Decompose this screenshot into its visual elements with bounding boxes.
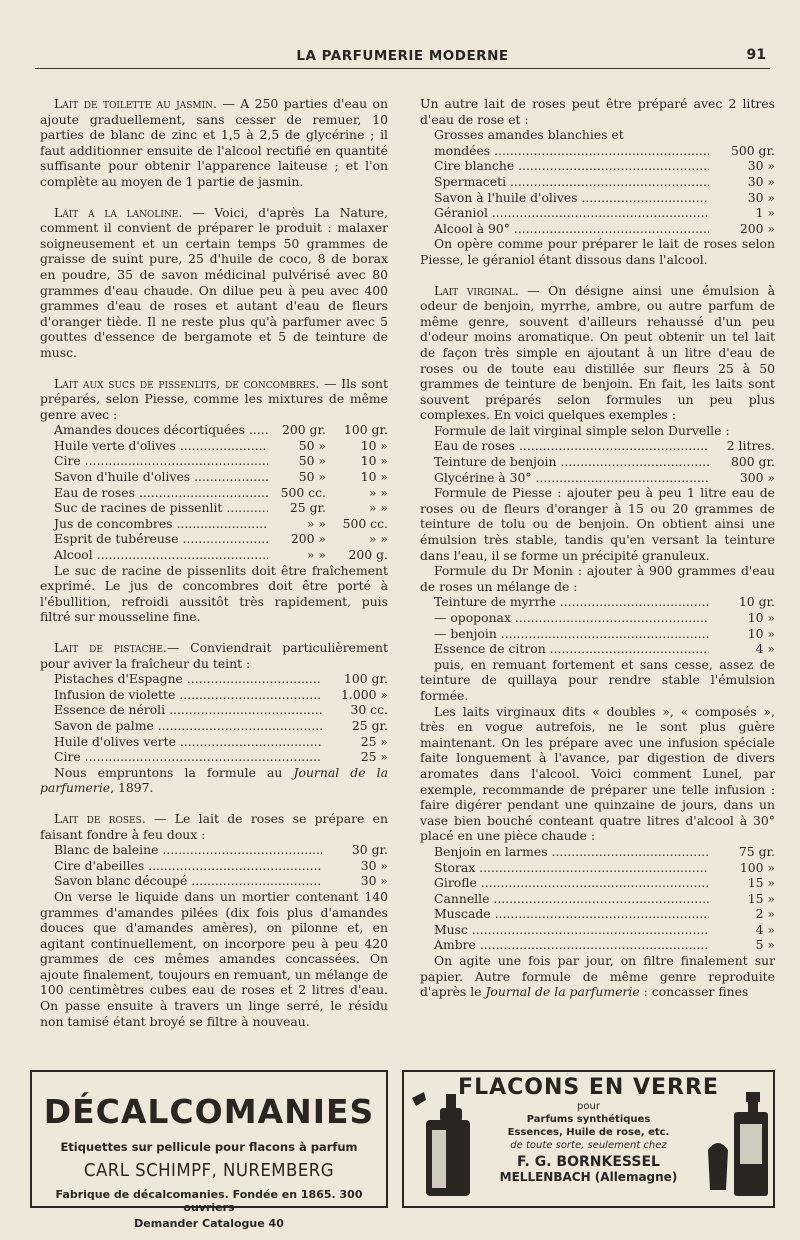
ad-title: FLACONS EN VERRE — [458, 1075, 719, 1100]
ingredient-name: Huile verte d'olives ..... — [40, 438, 268, 454]
table-row — [420, 937, 775, 953]
ingredient-quantity: 100 » — [739, 859, 775, 875]
table-row — [420, 641, 775, 657]
ingredient-quantity: 10 » — [747, 625, 775, 641]
table-row — [420, 438, 775, 454]
ingredient-quantity: 10 » — [360, 437, 388, 453]
recipe-table — [40, 671, 388, 765]
ingredient-name: Pistaches d'Espagne ..... — [40, 671, 322, 687]
ad-company: CARL SCHIMPF, NUREMBERG — [83, 1160, 335, 1181]
ingredient-quantity: 500 cc. — [342, 515, 388, 531]
ingredient-quantity: 25 » — [360, 749, 388, 765]
ad-line: Fabrique de décalcomanies. Fondée en 1865. 300 ouvriers — [55, 1188, 363, 1214]
table-row — [40, 422, 388, 438]
ingredient-quantity: » » — [306, 547, 326, 563]
table-row — [40, 842, 388, 858]
decalcomanies-ad — [30, 1070, 388, 1230]
ingredient-name: Cire d'abeilles ..... — [40, 858, 322, 874]
ingredient-quantity: 15 » — [747, 890, 775, 906]
ingredient-quantity: 500 cc. — [280, 484, 326, 500]
ingredient-name: Musc ..... — [420, 922, 709, 938]
ingredient-quantity: » » — [368, 531, 388, 547]
paragraph: Lait virginal. — On désigne ainsi une émulsion à odeur de benjoin, myrrhe, ambre, ou autre parfum de même genre, souvent d'ailleurs rehaussé d'un peu d'odeur moins aromatique. On peut obtenir un tel lait de façon très simple en ajoutant à un litre d'eau de roses ou de toute eau distillée sur fleurs 25 à 50 grammes de teinture de benjoin. En fait, les laits sont souvent préparés selon formules un peu plus complexes. En voici quelques exemples : — [420, 282, 775, 423]
ingredient-quantity: 200 gr. — [281, 422, 326, 438]
paragraph: Formule du Dr Monin : ajouter à 900 grammes d'eau de roses un mélange de : — [420, 563, 775, 594]
ad-title: DÉCALCOMANIES — [43, 1092, 375, 1131]
ingredient-quantity: 2 litres. — [726, 438, 775, 454]
paragraph: On agite une fois par jour, on filtre finalement sur papier. Autre formule de même genre reproduite d'après le Journal de la parfumerie : concasser fines — [420, 953, 775, 1000]
flacons-ad — [402, 1070, 775, 1208]
ingredient-quantity: 2 » — [755, 906, 775, 922]
ingredient-quantity: 200 g. — [348, 547, 388, 563]
table-row — [40, 671, 388, 687]
table-row — [420, 922, 775, 938]
ingredient-quantity: 10 » — [360, 453, 388, 469]
ingredient-name: Blanc de baleine ..... — [40, 842, 322, 858]
section-heading: Lait a la lanoline. — [54, 204, 183, 220]
table-row — [40, 858, 388, 874]
ingredient-name: Teinture de benjoin ..... — [420, 454, 709, 470]
table-row — [40, 516, 388, 532]
table-row — [420, 610, 775, 626]
paragraph: Le suc de racine de pissenlits doit être fraîchement exprimé. Le jus de concombres doit être porté à l'ébullition, refroidi aussitôt très rapidement, puis filtré sur mousseline fine. — [40, 562, 388, 625]
table-row — [420, 221, 775, 237]
ad-line: Essences, Huile de rose, etc. — [507, 1127, 670, 1138]
table-row — [40, 687, 388, 703]
ingredient-quantity: 30 » — [747, 158, 775, 174]
ingredient-name: Eau de roses ..... — [40, 485, 268, 501]
ingredient-name: Essence de citron ..... — [420, 641, 709, 657]
section-heading: Lait de toilette au jasmin. — [54, 96, 217, 111]
ingredient-quantity: 30 » — [360, 857, 388, 873]
perfume-bottle-icon — [410, 1090, 474, 1200]
ingredient-quantity: 4 » — [755, 921, 775, 937]
table-row — [40, 531, 388, 547]
ingredient-name: Cire ..... — [40, 453, 268, 469]
ingredient-quantity: 1 » — [755, 205, 775, 221]
ingredient-quantity: 30 gr. — [351, 842, 388, 858]
table-row — [420, 844, 775, 860]
ingredient-quantity: 100 gr. — [343, 422, 388, 438]
ad-line: Demander Catalogue 40 — [134, 1217, 284, 1230]
table-row — [420, 127, 775, 143]
ingredient-quantity: 5 » — [755, 937, 775, 953]
table-row — [420, 190, 775, 206]
recipe-table — [420, 594, 775, 656]
ingredient-name: mondées ..... — [420, 143, 709, 159]
ingredient-quantity: 50 » — [298, 469, 326, 485]
table-row — [40, 734, 388, 750]
ingredient-name: Cire ..... — [40, 749, 322, 765]
table-row — [420, 875, 775, 891]
recipe-table — [420, 844, 775, 953]
ingredient-name: Essence de néroli ..... — [40, 702, 322, 718]
table-row — [40, 485, 388, 501]
ingredient-quantity: 200 » — [739, 220, 775, 236]
paragraph: Lait de pistache.— Conviendrait particulièrement pour aviver la fraîcheur du teint : — [40, 640, 389, 671]
right-column — [420, 96, 775, 1000]
ad-line: Etiquettes sur pellicule pour flacons à parfum — [60, 1140, 358, 1154]
ingredient-name: Storax ..... — [420, 860, 709, 876]
ingredient-name: Cire blanche ..... — [420, 158, 709, 174]
ingredient-quantity: 100 gr. — [343, 671, 388, 687]
ingredient-quantity: 50 » — [298, 437, 326, 453]
ingredient-quantity: 30 cc. — [350, 702, 388, 718]
paragraph: Les laits virginaux dits « doubles », « composés », très en vogue autrefois, ne le sont plus guère maintenant. On les prépare avec une infusion spéciale faite longuement à l'avance, par digestion de divers aromates dans l'alcool. Voici comment Lunel, par exemple, recommande de préparer une telle infusion : faire digérer pendant une quinzaine de jours, dans un vase bien bouché conteant quatre litres d'alcool à 30° placé en une pièce chaude : — [420, 703, 775, 844]
page-header — [35, 46, 770, 69]
ingredient-name: Eau de roses ..... — [420, 438, 709, 454]
table-row — [420, 906, 775, 922]
ingredient-quantity: 1.000 » — [341, 686, 388, 702]
table-row — [420, 205, 775, 221]
ingredient-name: Ambre ..... — [420, 937, 709, 953]
table-row — [420, 454, 775, 470]
table-row — [420, 891, 775, 907]
ingredient-quantity — [709, 127, 775, 143]
recipe-table — [420, 127, 775, 236]
ingredient-quantity: 50 » — [298, 453, 326, 469]
ingredient-quantity: » » — [368, 484, 388, 500]
paragraph: Un autre lait de roses peut être préparé avec 2 litres d'eau de rose et : — [420, 96, 775, 127]
ingredient-name: Savon blanc découpé ..... — [40, 873, 322, 889]
paragraph: On verse le liquide dans un mortier contenant 140 grammes d'amandes pilées (dix fois plus d'amandes douces que d'amandes amères), on pilonne et, en agitant continuellement, on incorpore peu à peu 420 grammes de ces mêmes amandes concassées. On ajoute finalement, toujours en remuant, un mélange de 100 centimètres cubes eau de roses et 2 litres d'eau. On passe ensuite à travers un linge serré, le résidu non tamisé étant broyé se filtre à nouveau. — [40, 888, 388, 1029]
perfume-bottle-icon — [704, 1090, 770, 1202]
ingredient-name: Savon d'huile d'olives ..... — [40, 469, 268, 485]
section-heading: Lait virginal. — [434, 282, 519, 298]
ingredient-name: — benjoin ..... — [420, 626, 709, 642]
paragraph: Lait a la lanoline. — Voici, d'après La Nature, comment il convient de préparer le produit : malaxer soigneusement et un certain temps 50 grammes de graisse de suint pure, 25 d'huile de coco, 8 de borax en poudre, 35 de savon médicinal pulvérisé avec 80 grammes d'eau chaude. On dilue peu à peu avec 400 grammes d'eau de roses et autant d'eau de fleurs d'oranger tiède. Il ne reste plus qu'à parfumer avec 5 gouttes d'essence de bergamote et 5 de teinture de musc. — [40, 204, 388, 360]
ingredient-quantity: » » — [368, 500, 388, 516]
paragraph: Nous empruntons la formule au Journal de la parfumerie, 1897. — [40, 764, 388, 796]
table-row — [420, 860, 775, 876]
ingredient-name: Huile d'olives verte ..... — [40, 734, 322, 750]
ingredient-name: Glycérine à 30° ..... — [420, 470, 709, 486]
ingredient-quantity: 25 gr. — [351, 717, 388, 733]
paragraph: Formule de Piesse : ajouter peu à peu 1 litre eau de roses ou de fleurs d'oranger à 15 ou 20 grammes de teinture de tolu ou de benjoin. On obtient ainsi une émulsion très stable, tandis qu'en versant la teinture dans l'eau, il se forme un précipité granuleux. — [420, 485, 775, 563]
table-row — [40, 547, 388, 563]
table-row — [40, 453, 388, 469]
ingredient-quantity: 15 » — [747, 875, 775, 891]
ingredient-quantity: 10 gr. — [738, 594, 775, 610]
table-row — [40, 749, 388, 765]
ingredient-name: Grosses amandes blanchies et — [434, 127, 624, 143]
ingredient-name: — opoponax ..... — [420, 610, 709, 626]
ingredient-name: Alcool à 90° ..... — [420, 221, 709, 237]
ingredient-quantity: 30 » — [360, 873, 388, 889]
ingredient-name: Savon à l'huile d'olives ..... — [420, 190, 709, 206]
ingredient-name: Muscade ..... — [420, 906, 709, 922]
recipe-table — [420, 438, 775, 485]
ingredient-quantity: 25 » — [360, 733, 388, 749]
section-heading: Lait de pistache. — [54, 640, 167, 655]
paragraph: On opère comme pour préparer le lait de roses selon Piesse, le géraniol étant dissous dans l'alcool. — [420, 236, 775, 267]
table-row — [40, 500, 388, 516]
ingredient-quantity: » » — [306, 515, 326, 531]
ad-brand: F. G. BORNKESSEL — [517, 1154, 660, 1170]
page-number: 91 — [746, 47, 766, 63]
running-title: LA PARFUMERIE MODERNE — [296, 48, 509, 64]
ingredient-quantity: 200 » — [290, 531, 326, 547]
table-row — [420, 174, 775, 190]
ingredient-quantity: 75 gr. — [738, 843, 775, 859]
ingredient-name: Spermaceti ..... — [420, 174, 709, 190]
section-heading: Lait aux sucs de pissenlits, de concombres. — [54, 375, 320, 391]
ingredient-quantity: 300 » — [739, 469, 775, 485]
ingredient-name: Amandes douces décortiquées ..... — [40, 422, 268, 438]
table-row — [40, 873, 388, 889]
paragraph: Formule de lait virginal simple selon Durvelle : — [434, 422, 730, 438]
ad-city: MELLENBACH (Allemagne) — [499, 1170, 678, 1184]
table-row — [40, 702, 388, 718]
table-row — [420, 143, 775, 159]
table-row — [40, 718, 388, 734]
paragraph: Lait aux sucs de pissenlits, de concombres. — Ils sont préparés, selon Piesse, comme les mixtures de même genre avec : — [40, 375, 388, 422]
ingredient-quantity: 4 » — [755, 641, 775, 657]
table-row — [420, 470, 775, 486]
ingredient-name: Alcool ..... — [40, 547, 268, 563]
ingredient-quantity: 30 » — [747, 173, 775, 189]
ingredient-quantity: 30 » — [747, 189, 775, 205]
ingredient-name: Cannelle ..... — [420, 891, 709, 907]
ingredient-quantity: 800 gr. — [730, 454, 775, 470]
ingredient-name: Benjoin en larmes ..... — [420, 844, 709, 860]
ad-line: Parfums synthétiques — [526, 1114, 651, 1125]
ingredient-name: Girofle ..... — [420, 875, 709, 891]
table-row — [420, 158, 775, 174]
paragraph: Lait de toilette au jasmin. — A 250 parties d'eau on ajoute graduellement, sans cesser de remuer, 10 parties de blanc de zinc et 1,5 à 2,5 de glycérine ; il faut additionner ensuite de l'alcool rectifié en quantité suffisante pour obtenir l'apparence laiteuse ; et l'on complète au moyen de 1 partie de jasmin. — [40, 96, 388, 189]
ad-line: de toute sorte, seulement chez — [510, 1140, 667, 1151]
ingredient-name: Jus de concombres ..... — [40, 516, 268, 532]
ingredient-name: Esprit de tubéreuse ..... — [40, 531, 268, 547]
section-heading: Lait de roses. — [54, 810, 146, 826]
table-row — [420, 594, 775, 610]
paragraph: puis, en remuant fortement et sans cesse, assez de teinture de quillaya pour rendre stable l'émulsion formée. — [420, 656, 775, 703]
ingredient-quantity: 10 » — [360, 469, 388, 485]
recipe-table — [40, 842, 388, 889]
table-row — [40, 438, 388, 454]
ingredient-quantity: 10 » — [747, 610, 775, 625]
table-row — [40, 469, 388, 485]
ad-line: pour — [577, 1101, 600, 1112]
ingredient-name: Géraniol ..... — [420, 205, 709, 221]
recipe-table — [40, 422, 388, 562]
ingredient-name: Savon de palme ..... — [40, 718, 322, 734]
ingredient-name: Infusion de violette ..... — [40, 687, 322, 703]
paragraph: Lait de roses. — Le lait de roses se prépare en faisant fondre à feu doux : — [40, 810, 388, 842]
table-row — [420, 626, 775, 642]
left-column — [40, 96, 388, 1029]
ingredient-quantity: 25 gr. — [289, 500, 326, 516]
ingredient-quantity: 500 gr. — [730, 142, 775, 158]
ingredient-name: Teinture de myrrhe ..... — [420, 594, 709, 610]
advertisements — [30, 1070, 775, 1230]
ingredient-name: Suc de racines de pissenlit ..... — [40, 500, 268, 516]
